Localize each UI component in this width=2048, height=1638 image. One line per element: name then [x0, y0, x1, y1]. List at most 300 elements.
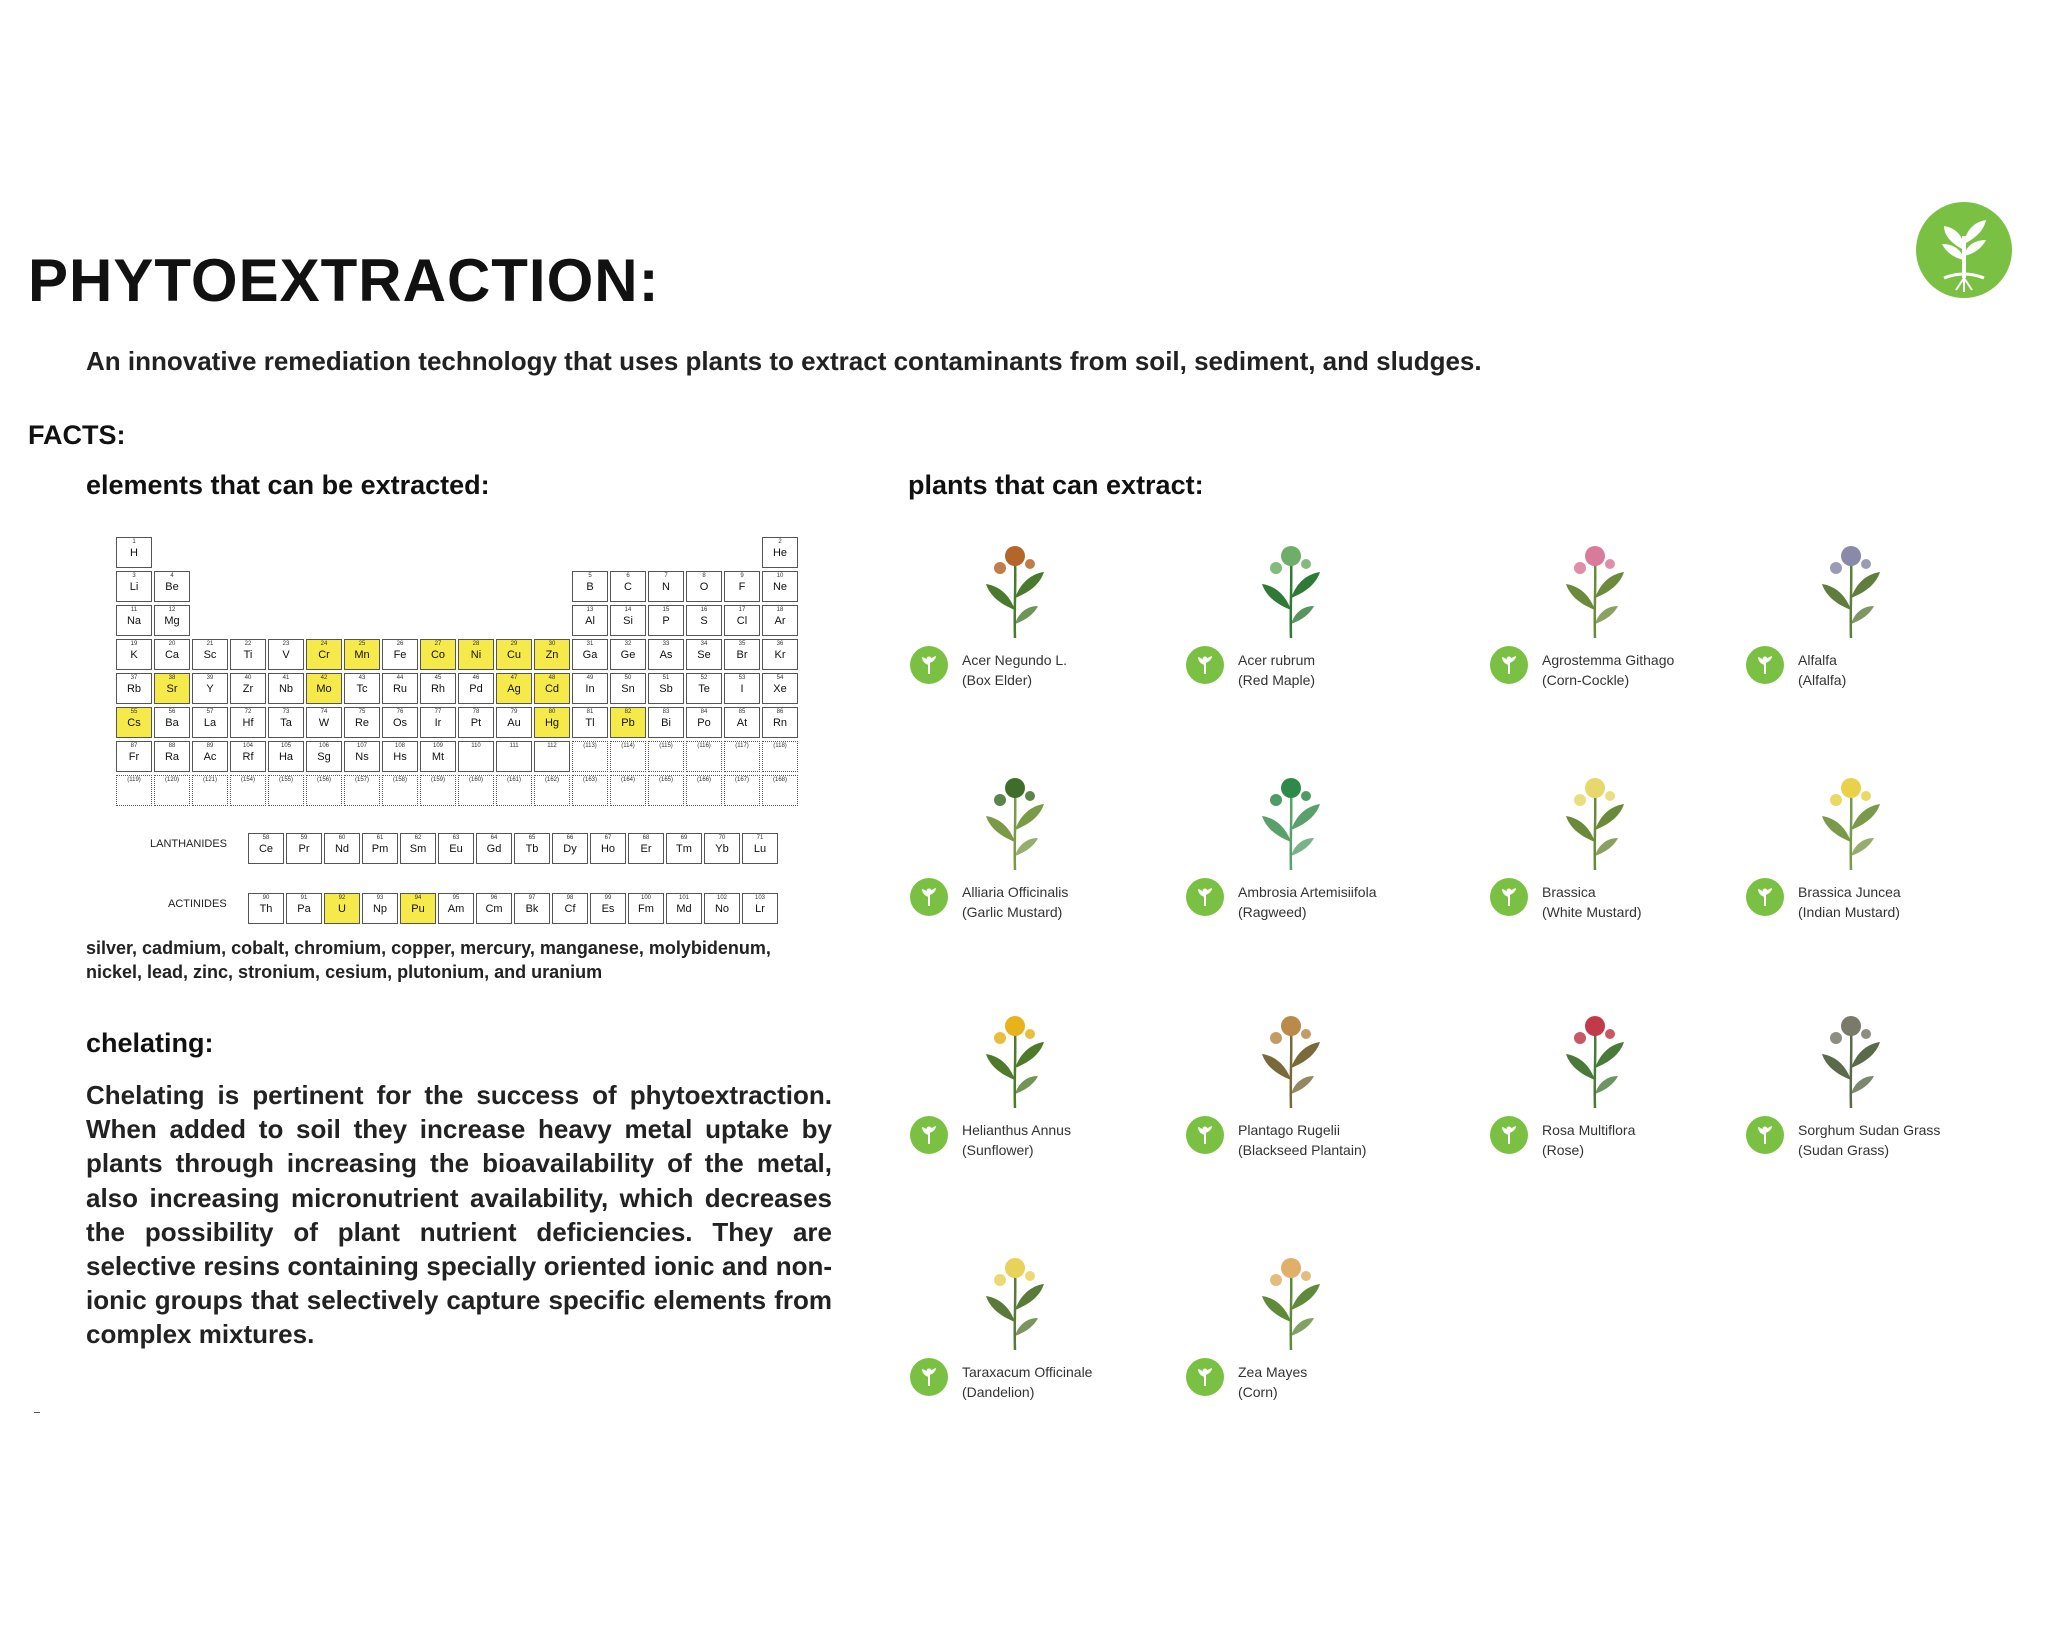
- atomic-number: (118): [773, 743, 787, 749]
- element-cell: [382, 741, 418, 772]
- element-cell: [324, 833, 360, 864]
- atomic-number: (166): [696, 777, 711, 783]
- element-cell: [610, 673, 646, 704]
- element-symbol: F: [738, 581, 746, 593]
- element-symbol: La: [203, 717, 217, 729]
- atomic-number: 42: [320, 675, 328, 681]
- element-symbol: Tc: [356, 683, 368, 695]
- element-cell: [192, 741, 228, 772]
- element-symbol: Nd: [334, 843, 350, 855]
- atomic-number: 108: [394, 743, 405, 749]
- element-symbol: Au: [507, 717, 521, 729]
- element-cell: [762, 775, 798, 806]
- element-symbol: He: [772, 547, 788, 559]
- element-symbol: Cl: [736, 615, 748, 627]
- element-cell: [400, 833, 436, 864]
- element-symbol: Ir: [434, 717, 442, 729]
- element-cell: [686, 639, 722, 670]
- element-symbol: Se: [697, 649, 711, 661]
- element-cell: [324, 893, 360, 924]
- atomic-number: 56: [168, 709, 176, 715]
- atomic-number: 62: [414, 835, 422, 841]
- atomic-number: 90: [262, 895, 270, 901]
- element-symbol: N: [662, 581, 670, 593]
- atomic-number: (156): [316, 777, 331, 783]
- element-symbol: Rh: [430, 683, 446, 695]
- element-symbol: Ar: [774, 615, 786, 627]
- atomic-number: 19: [130, 641, 138, 647]
- element-symbol: Tb: [525, 843, 539, 855]
- element-symbol: Dy: [563, 843, 577, 855]
- atomic-number: 92: [338, 895, 346, 901]
- element-cell: [666, 893, 702, 924]
- plant-scientific-name: Agrostemma Githago: [1542, 652, 1675, 668]
- sprig-icon: [1746, 646, 1784, 684]
- bud-icon: [1746, 878, 1784, 916]
- element-cell: [230, 707, 266, 738]
- element-cell: [116, 605, 152, 636]
- element-cell: [534, 775, 570, 806]
- element-symbol: Ca: [164, 649, 180, 661]
- element-cell: [306, 639, 342, 670]
- element-cell: [704, 893, 740, 924]
- element-symbol: Na: [126, 615, 142, 627]
- element-symbol: Ru: [392, 683, 408, 695]
- plant-illustration: [1236, 1252, 1346, 1352]
- element-cell: [742, 833, 778, 864]
- plant-illustration: [1796, 1010, 1906, 1110]
- atomic-number: 97: [528, 895, 536, 901]
- element-cell: [534, 673, 570, 704]
- rose-icon: [1490, 1116, 1528, 1154]
- atomic-number: 110: [471, 743, 481, 749]
- element-symbol: Ba: [165, 717, 179, 729]
- element-cell: [154, 571, 190, 602]
- element-symbol: Ga: [582, 649, 598, 661]
- atomic-number: 111: [509, 743, 519, 749]
- atomic-number: 43: [358, 675, 366, 681]
- plant-name: [962, 1362, 1092, 1402]
- plant-name: [1542, 882, 1642, 922]
- atomic-number: 84: [700, 709, 708, 715]
- atomic-number: 16: [700, 607, 708, 613]
- atomic-number: 32: [624, 641, 632, 647]
- atomic-number: 34: [700, 641, 708, 647]
- element-cell: [438, 833, 474, 864]
- element-cell: [116, 639, 152, 670]
- atomic-number: 79: [510, 709, 518, 715]
- element-symbol: Br: [736, 649, 748, 661]
- element-cell: [724, 707, 760, 738]
- element-symbol: Eu: [449, 843, 463, 855]
- element-cell: [648, 707, 684, 738]
- elements-heading: elements that can be extracted:: [86, 470, 490, 500]
- atomic-number: 96: [490, 895, 498, 901]
- element-symbol: Al: [585, 615, 595, 627]
- element-cell: [362, 893, 398, 924]
- element-cell: [476, 893, 512, 924]
- element-cell: [420, 673, 456, 704]
- atomic-number: 87: [130, 743, 138, 749]
- element-cell: [572, 571, 608, 602]
- element-cell: [666, 833, 702, 864]
- dandelion-icon: [910, 1358, 948, 1396]
- atomic-number: 50: [624, 675, 632, 681]
- plant-scientific-name: Zea Mayes: [1238, 1364, 1308, 1380]
- element-symbol: Be: [165, 581, 179, 593]
- plant-item: [910, 772, 1170, 1002]
- element-cell: [610, 775, 646, 806]
- element-symbol: Cd: [544, 683, 560, 695]
- plant-illustration: [1236, 772, 1346, 872]
- element-symbol: Tl: [585, 717, 595, 729]
- plant-illustration: [1540, 772, 1650, 872]
- element-cell: [268, 741, 304, 772]
- atomic-number: 100: [640, 895, 651, 901]
- corn-icon: [1186, 1358, 1224, 1396]
- element-symbol: Cf: [564, 903, 576, 915]
- atomic-number: (158): [392, 777, 407, 783]
- atomic-number: 18: [776, 607, 784, 613]
- page-dash: [34, 1412, 40, 1413]
- atomic-number: 6: [626, 573, 630, 579]
- plant-scientific-name: Brassica: [1542, 884, 1596, 900]
- atomic-number: 107: [356, 743, 367, 749]
- plant-name: [1238, 650, 1315, 690]
- atomic-number: 103: [754, 895, 765, 901]
- element-cell: [116, 741, 152, 772]
- plant-item: [1490, 772, 1750, 1002]
- element-symbol: Pd: [469, 683, 483, 695]
- element-symbol: P: [662, 615, 670, 627]
- element-symbol: Tm: [676, 843, 692, 855]
- facts-label: FACTS:: [28, 420, 126, 450]
- actinides-label: ACTINIDES: [168, 898, 227, 910]
- atomic-number: (120): [164, 777, 179, 783]
- plant-illustration: [1236, 540, 1346, 640]
- plant-common-name: (Dandelion): [962, 1384, 1035, 1400]
- element-cell: [268, 707, 304, 738]
- element-symbol: Os: [392, 717, 408, 729]
- plant-item: [910, 1252, 1170, 1482]
- atomic-number: 44: [396, 675, 404, 681]
- element-cell: [762, 537, 798, 568]
- intro-text: An innovative remediation technology that uses plants to extract contaminants from soil, sediment, and sludges.: [86, 346, 1482, 376]
- atomic-number: 71: [756, 835, 764, 841]
- plant-illustration: [960, 772, 1070, 872]
- atomic-number: 30: [548, 641, 556, 647]
- atomic-number: 29: [510, 641, 518, 647]
- element-symbol: Bk: [525, 903, 539, 915]
- plant-scientific-name: Acer rubrum: [1238, 652, 1316, 668]
- grass-icon: [1746, 1116, 1784, 1154]
- atomic-number: 45: [434, 675, 442, 681]
- element-cell: [458, 707, 494, 738]
- plant-common-name: (Corn-Cockle): [1542, 672, 1630, 688]
- atomic-number: 27: [434, 641, 442, 647]
- element-cell: [230, 741, 266, 772]
- atomic-number: 38: [168, 675, 176, 681]
- atomic-number: 80: [548, 709, 556, 715]
- element-symbol: Hf: [242, 717, 254, 729]
- atomic-number: 85: [738, 709, 746, 715]
- element-symbol: Yb: [715, 843, 729, 855]
- element-symbol: Re: [354, 717, 370, 729]
- element-cell: [458, 673, 494, 704]
- atomic-number: 66: [566, 835, 574, 841]
- atomic-number: 31: [586, 641, 594, 647]
- atomic-number: 7: [664, 573, 668, 579]
- atomic-number: 70: [718, 835, 726, 841]
- atomic-number: (163): [582, 777, 597, 783]
- atomic-number: 91: [300, 895, 308, 901]
- element-symbol: Pb: [621, 717, 635, 729]
- element-symbol: Th: [259, 903, 273, 915]
- element-symbol: Zn: [545, 649, 559, 661]
- element-symbol: Am: [447, 903, 465, 915]
- element-cell: [686, 775, 722, 806]
- element-symbol: Sn: [621, 683, 635, 695]
- atomic-number: 60: [338, 835, 346, 841]
- element-symbol: Po: [697, 717, 711, 729]
- element-symbol: Gd: [486, 843, 502, 855]
- atomic-number: 104: [242, 743, 253, 749]
- element-cell: [192, 707, 228, 738]
- atomic-number: 48: [548, 675, 556, 681]
- atomic-number: 11: [130, 607, 138, 613]
- element-cell: [306, 707, 342, 738]
- atomic-number: 61: [376, 835, 384, 841]
- element-symbol: Rf: [242, 751, 254, 763]
- page-title: PHYTOEXTRACTION:: [28, 247, 660, 314]
- element-symbol: Te: [698, 683, 710, 695]
- atomic-number: 65: [528, 835, 536, 841]
- atomic-number: (164): [620, 777, 635, 783]
- element-cell: [704, 833, 740, 864]
- element-cell: [686, 741, 722, 772]
- atomic-number: 82: [624, 709, 632, 715]
- atomic-number: 98: [566, 895, 574, 901]
- atomic-number: 67: [604, 835, 612, 841]
- element-cell: [590, 893, 626, 924]
- element-cell: [496, 639, 532, 670]
- element-symbol: O: [699, 581, 709, 593]
- element-cell: [286, 833, 322, 864]
- element-cell: [230, 775, 266, 806]
- plant-scientific-name: Alfalfa: [1798, 652, 1837, 668]
- element-cell: [572, 639, 608, 670]
- atomic-number: 105: [280, 743, 291, 749]
- element-cell: [344, 673, 380, 704]
- atomic-number: 28: [472, 641, 480, 647]
- element-cell: [306, 673, 342, 704]
- element-symbol: Sg: [317, 751, 331, 763]
- plant-common-name: (Indian Mustard): [1798, 904, 1900, 920]
- atomic-number: 77: [434, 709, 442, 715]
- plant-item: [1186, 772, 1446, 1002]
- atomic-number: 15: [662, 607, 670, 613]
- element-cell: [382, 639, 418, 670]
- element-symbol: Hg: [544, 717, 560, 729]
- maple-leaf-icon: [1186, 646, 1224, 684]
- element-symbol: Sr: [166, 683, 178, 695]
- element-cell: [590, 833, 626, 864]
- atomic-number: 40: [244, 675, 252, 681]
- atomic-number: 68: [642, 835, 650, 841]
- atomic-number: 39: [206, 675, 214, 681]
- atomic-number: 55: [130, 709, 138, 715]
- element-symbol: Pr: [298, 843, 310, 855]
- element-symbol: Fe: [393, 649, 407, 661]
- atomic-number: 8: [702, 573, 706, 579]
- element-symbol: Pm: [371, 843, 389, 855]
- element-cell: [762, 673, 798, 704]
- element-cell: [438, 893, 474, 924]
- element-symbol: C: [624, 581, 632, 593]
- element-cell: [154, 741, 190, 772]
- atomic-number: 2: [778, 539, 782, 545]
- atomic-number: (160): [468, 777, 483, 783]
- element-cell: [382, 707, 418, 738]
- chelating-body: Chelating is pertinent for the success of phytoextraction. When added to soil they increase heavy metal uptake by plants through increasing the bioavailability of the metal, also increasing micronutrient availability, which decreases the possibility of plant nutrient deficiencies. They are selective resins containing specially oriented ionic and non-ionic groups that selectively capture specific elements from complex mixtures.: [86, 1080, 832, 1350]
- element-symbol: Md: [676, 903, 692, 915]
- element-symbol: S: [700, 615, 708, 627]
- leaf-icon: [910, 646, 948, 684]
- element-symbol: Bi: [661, 717, 671, 729]
- plant-scientific-name: Ambrosia Artemisiifola: [1238, 884, 1377, 900]
- plant-common-name: (Ragweed): [1238, 904, 1307, 920]
- plant-illustration: [960, 540, 1070, 640]
- element-symbol: Ns: [355, 751, 369, 763]
- atomic-number: (116): [697, 743, 711, 749]
- element-symbol: Ac: [203, 751, 217, 763]
- element-cell: [154, 673, 190, 704]
- element-cell: [286, 893, 322, 924]
- element-cell: [610, 605, 646, 636]
- atomic-number: (115): [659, 743, 673, 749]
- element-symbol: Ag: [507, 683, 521, 695]
- element-cell: [514, 893, 550, 924]
- plant-name: [1542, 650, 1674, 690]
- element-symbol: Mt: [431, 751, 445, 763]
- element-symbol: Ce: [258, 843, 274, 855]
- atomic-number: 52: [700, 675, 708, 681]
- elements-caption-line2: nickel, lead, zinc, stronium, cesium, plutonium, and uranium: [86, 962, 603, 982]
- plant-scientific-name: Taraxacum Officinale: [962, 1364, 1093, 1380]
- element-cell: [420, 741, 456, 772]
- element-cell: [610, 639, 646, 670]
- element-symbol: Sc: [203, 649, 217, 661]
- element-symbol: Pt: [470, 717, 482, 729]
- element-symbol: Sb: [659, 683, 673, 695]
- atomic-number: 36: [776, 641, 784, 647]
- plant-illustration: [1540, 1010, 1650, 1110]
- element-cell: [268, 639, 304, 670]
- element-cell: [154, 707, 190, 738]
- element-symbol: Ti: [243, 649, 253, 661]
- element-cell: [686, 707, 722, 738]
- element-symbol: Fm: [638, 903, 654, 915]
- element-cell: [400, 893, 436, 924]
- atomic-number: (155): [278, 777, 293, 783]
- atomic-number: 10: [776, 573, 784, 579]
- chelating-heading: chelating:: [86, 1028, 214, 1058]
- element-cell: [116, 537, 152, 568]
- element-cell: [268, 775, 304, 806]
- element-cell: [496, 707, 532, 738]
- element-symbol: Li: [129, 581, 139, 593]
- atomic-number: 25: [358, 641, 366, 647]
- element-cell: [724, 639, 760, 670]
- plant-scientific-name: Sorghum Sudan Grass: [1798, 1122, 1941, 1138]
- element-cell: [382, 775, 418, 806]
- plant-item: [910, 1010, 1170, 1240]
- atomic-number: 20: [168, 641, 176, 647]
- atomic-number: (159): [430, 777, 445, 783]
- plant-item: [1490, 1010, 1750, 1240]
- element-cell: [116, 775, 152, 806]
- atomic-number: 1: [132, 539, 136, 545]
- element-symbol: As: [659, 649, 673, 661]
- plant-item: [1186, 1252, 1446, 1482]
- plant-scientific-name: Rosa Multiflora: [1542, 1122, 1636, 1138]
- element-cell: [686, 571, 722, 602]
- element-symbol: Ni: [470, 649, 482, 661]
- element-cell: [116, 707, 152, 738]
- element-cell: [648, 639, 684, 670]
- elements-caption-line1: silver, cadmium, cobalt, chromium, copper, mercury, manganese, molybidenum,: [86, 938, 771, 958]
- atomic-number: 23: [282, 641, 290, 647]
- element-cell: [514, 833, 550, 864]
- atomic-number: 37: [130, 675, 138, 681]
- flower-icon: [1490, 646, 1528, 684]
- plant-scientific-name: Acer Negundo L.: [962, 652, 1068, 668]
- plant-name: [962, 1120, 1071, 1160]
- atomic-number: 4: [170, 573, 174, 579]
- element-symbol: U: [338, 903, 346, 915]
- atomic-number: (113): [583, 743, 597, 749]
- element-cell: [230, 639, 266, 670]
- atomic-number: (165): [658, 777, 673, 783]
- plant-common-name: (Red Maple): [1238, 672, 1316, 688]
- atomic-number: 24: [320, 641, 328, 647]
- element-cell: [306, 741, 342, 772]
- plant-item: [1186, 1010, 1446, 1240]
- element-symbol: Lu: [753, 843, 767, 855]
- element-cell: [610, 707, 646, 738]
- element-cell: [458, 741, 494, 772]
- element-symbol: Y: [206, 683, 214, 695]
- plant-scientific-name: Helianthus Annus: [962, 1122, 1071, 1138]
- atomic-number: 14: [624, 607, 632, 613]
- plantain-icon: [1186, 1116, 1224, 1154]
- element-cell: [686, 605, 722, 636]
- element-cell: [648, 571, 684, 602]
- element-cell: [648, 741, 684, 772]
- atomic-number: 74: [320, 709, 328, 715]
- atomic-number: 22: [244, 641, 252, 647]
- element-symbol: Rn: [772, 717, 788, 729]
- element-cell: [648, 673, 684, 704]
- elements-caption: [86, 936, 866, 984]
- element-symbol: Sm: [409, 843, 427, 855]
- element-symbol: In: [585, 683, 595, 695]
- element-cell: [762, 741, 798, 772]
- element-symbol: Kr: [774, 649, 786, 661]
- element-cell: [154, 605, 190, 636]
- atomic-number: 51: [662, 675, 670, 681]
- element-cell: [344, 775, 380, 806]
